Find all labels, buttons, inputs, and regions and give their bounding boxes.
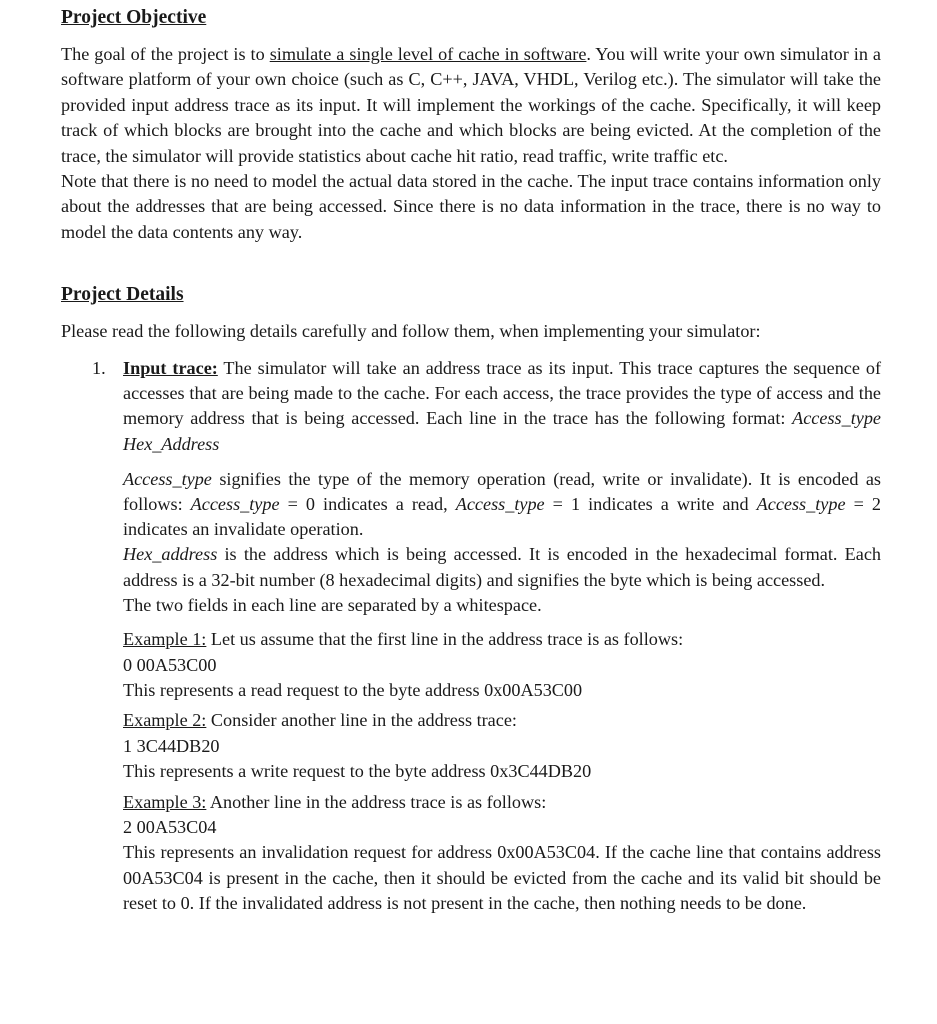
example-1-text: Let us assume that the first line in the address trace is as follows: (206, 629, 684, 650)
encoding-read: = 0 indicates a read, (279, 494, 456, 515)
example-1-trace-line: 0 00A53C00 (123, 654, 217, 675)
fields-separator-note: The two fields in each line are separated by a whitespace. (123, 594, 542, 615)
input-trace-title: Input trace: (123, 358, 218, 378)
example-3-trace-line: 2 00A53C04 (123, 817, 217, 838)
example-2-intro (123, 708, 881, 733)
example-1-intro (123, 627, 881, 652)
access-type-paragraph (123, 467, 881, 543)
example-2-desc: This represents a write request to the byte address 0x3C44DB20 (123, 761, 592, 782)
objective-text-end: . You will write your own simulator in a software platform of your own choice (such as C, C++, JAVA, VHDL, Verilog etc.). The simulator will take the provided input address trace as its input. It will implement the workings of the cache. Specifically, it will keep track of which blocks are brought into the cache and which blocks are being evicted. At the completion of the trace, the simulator will provide statistics about cache hit ratio, read traffic, write traffic etc. (61, 44, 881, 166)
hex-address-paragraph (123, 542, 881, 592)
access-type-term-inval: Access_type (756, 494, 846, 515)
list-number: 1. (92, 358, 106, 378)
objective-paragraph (61, 42, 881, 169)
access-type-desc: signifies the type of the memory operation (read, write or invalidate). It is encoded as follows: (123, 468, 881, 515)
hex-address-desc: is the address which is being accessed. It is encoded in the hexadecimal format. Each address is a 32-bit number (8 hexadecimal digits) and signifies the byte which is being accessed. (123, 544, 881, 590)
access-type-term: Access_type (123, 468, 212, 489)
objective-text-start: The goal of the project is to (61, 44, 270, 64)
access-type-term-write: Access_type (455, 494, 545, 515)
example-1-desc: This represents a read request to the byte address 0x00A53C00 (123, 680, 583, 701)
example-3-label: Example 3: (123, 791, 207, 812)
list-item-input-trace (123, 356, 881, 916)
encoding-invalidate: = 2 indicates an invalidate operation. (123, 494, 881, 540)
example-1-label: Example 1: (123, 629, 207, 650)
details-heading: Project Details (61, 284, 184, 305)
objective-heading: Project Objective (61, 7, 207, 28)
example-3-text: Another line in the address trace is as follows: (206, 791, 547, 812)
example-3-intro (123, 790, 881, 815)
example-2-trace-line: 1 3C44DB20 (123, 735, 220, 756)
example-2-text: Consider another line in the address trace: (206, 710, 517, 731)
trace-format: Access_type Hex_Address (123, 408, 881, 454)
input-trace-paragraph (123, 356, 881, 457)
hex-address-term: Hex_address (123, 544, 218, 565)
objective-body (61, 42, 881, 245)
access-type-term-read: Access_type (190, 494, 280, 515)
objective-note: Note that there is no need to model the actual data stored in the cache. The input trace contains information only about the addresses that are being accessed. Since there is no data information in the trace, there is no way to model the data contents any way. (61, 171, 881, 242)
example-3-desc: This represents an invalidation request for address 0x00A53C04. If the cache line that contains address 00A53C04 is present in the cache, then it should be evicted from the cache and its valid bit should be reset to 0. If the invalidated address is not present in the cache, then nothing needs to be done. (123, 842, 881, 913)
encoding-write: = 1 indicates a write and (544, 494, 757, 515)
details-intro: Please read the following details carefully and follow them, when implementing your simulator: (61, 321, 761, 341)
objective-emphasis: simulate a single level of cache in software (269, 44, 587, 64)
example-2-label: Example 2: (123, 710, 207, 731)
input-trace-text: The simulator will take an address trace as its input. This trace captures the sequence of accesses that are being made to the cache. For each access, the trace provides the type of access and the memory address that is being accessed. Each line in the trace has the following format: (123, 358, 882, 429)
